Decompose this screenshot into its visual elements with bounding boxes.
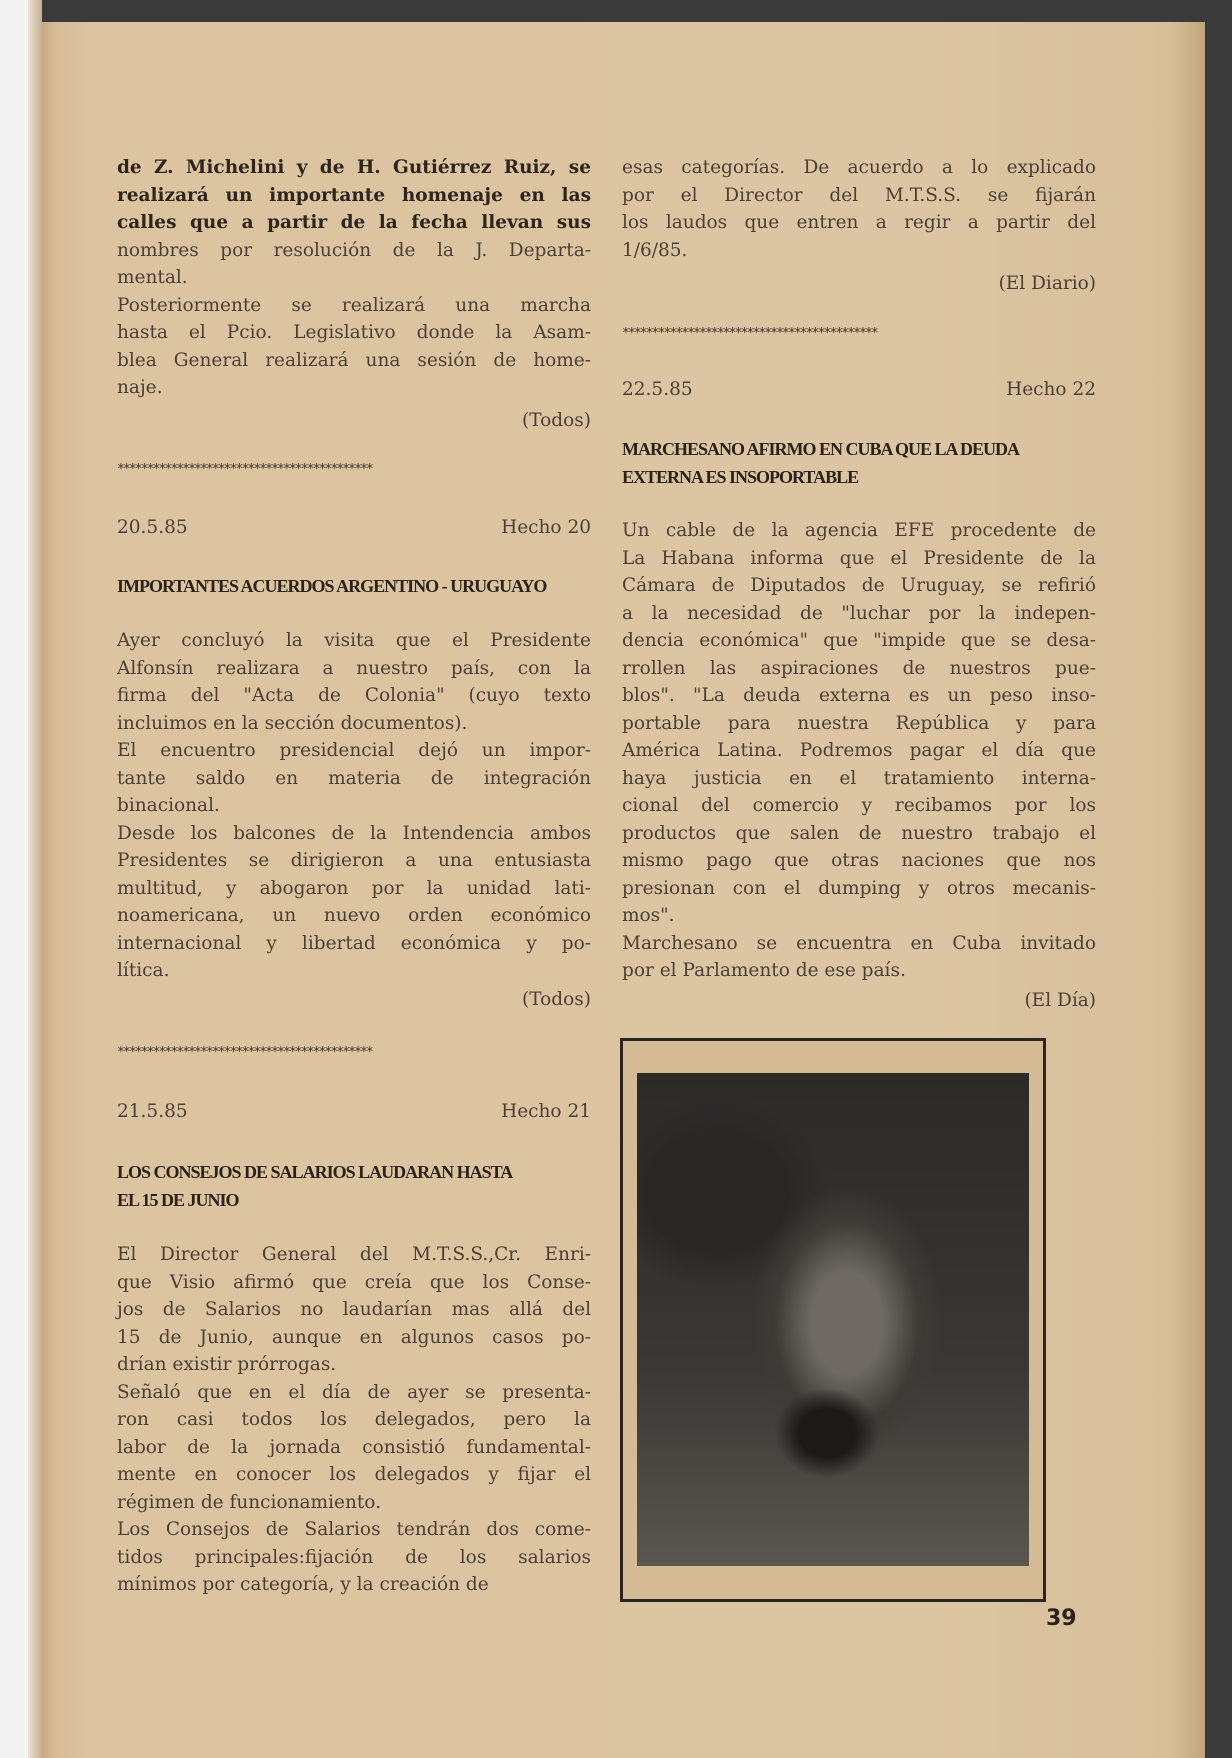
separator: *******************************************	[117, 1045, 372, 1060]
article-21-title	[117, 1158, 591, 1214]
text-line: mente en conocer los delegados y fijar el	[117, 1464, 591, 1485]
article-date: 21.5.85	[117, 1101, 188, 1122]
text-line: haya justicia en el tratamiento interna-	[622, 767, 1096, 789]
text-line: dencia económica" que "impide que se desa-	[622, 630, 1096, 651]
text-line: por el Parlamento de ese país.	[622, 960, 906, 981]
text-line: ron casi todos los delegados, pero la	[117, 1409, 591, 1430]
article-21-body	[117, 1241, 591, 1599]
text-line: multitud, y abogaron por la unidad lati-	[117, 877, 591, 899]
article-20-title	[117, 572, 591, 600]
article-21-header	[117, 1101, 591, 1122]
text-line: Presidentes se dirigieron a una entusiasta	[117, 850, 591, 871]
text-line: Cámara de Diputados de Uruguay, se refirió	[622, 575, 1096, 596]
text-line: calles que a partir de la fecha llevan sus	[117, 212, 591, 233]
text-line: Desde los balcones de la Intendencia ambos	[117, 822, 591, 844]
text-line: lítica.	[117, 960, 170, 981]
text-line: Posteriormente se realizará una marcha	[117, 294, 591, 316]
text-line: jos de Salarios no laudarían mas allá del	[117, 1299, 591, 1320]
text-line: El Director General del M.T.S.S.,Cr. Enri-	[117, 1244, 591, 1265]
title-line: IMPORTANTES ACUERDOS ARGENTINO - URUGUAYO	[117, 576, 547, 596]
text-line: Un cable de la agencia EFE procedente de	[622, 520, 1096, 541]
article-20-source: (Todos)	[522, 989, 591, 1010]
text-line: portable para nuestra República y para	[622, 712, 1096, 734]
article-22-source: (El Día)	[1024, 990, 1096, 1011]
text-line: mínimos por categoría, y la creación de	[117, 1574, 489, 1595]
article-20-header	[117, 517, 591, 538]
text-line: América Latina. Podremos pagar el día que	[622, 740, 1096, 761]
article-22-title	[622, 435, 1096, 491]
separator: *******************************************	[622, 326, 877, 341]
text-line: hasta el Pcio. Legislativo donde la Asam-	[117, 322, 591, 343]
text-line: mental.	[117, 267, 188, 288]
article-date: 20.5.85	[117, 517, 188, 538]
text-line: mismo pago que otras naciones que nos	[622, 850, 1096, 871]
text-line: drían existir prórrogas.	[117, 1354, 337, 1375]
text-line: cional del comercio y recibamos por los	[622, 795, 1096, 816]
title-line: MARCHESANO AFIRMO EN CUBA QUE LA DEUDA	[622, 439, 1020, 459]
text-line: 1/6/85.	[622, 239, 688, 261]
text-line: naje.	[117, 377, 163, 398]
text-line: esas categorías. De acuerdo a lo explicado	[622, 157, 1096, 178]
article-20-body	[117, 627, 591, 985]
text-line: blea General realizará una sesión de home-	[117, 349, 591, 371]
intro-paragraph	[117, 154, 591, 402]
text-line: El encuentro presidencial dejó un impor-	[117, 740, 591, 761]
photo-frame	[620, 1038, 1046, 1602]
text-line: labor de la jornada consistió fundamental-	[117, 1436, 591, 1458]
page-number: 39	[1046, 1606, 1077, 1631]
text-line: Alfonsín realizara a nuestro país, con la	[117, 657, 591, 679]
continuation-source: (El Diario)	[998, 273, 1096, 294]
text-line: Marchesano se encuentra en Cuba invitado	[622, 932, 1096, 954]
text-line: presionan con el dumping y otros mecanis-	[622, 877, 1096, 899]
text-line: La Habana informa que el Presidente de la	[622, 547, 1096, 569]
article-hecho-number: Hecho 20	[501, 517, 591, 538]
article-22-header	[622, 379, 1096, 400]
text-line: los laudos que entren a regir a partir del	[622, 212, 1096, 233]
text-line: tante saldo en materia de integración	[117, 767, 591, 789]
text-line: productos que salen de nuestro trabajo el	[622, 822, 1096, 844]
continuation-paragraph	[622, 154, 1096, 264]
title-line: EXTERNA ES INSOPORTABLE	[622, 467, 859, 487]
separator: *******************************************	[117, 462, 372, 477]
text-line: blos". "La deuda externa es un peso inso-	[622, 685, 1096, 706]
text-line: a la necesidad de "luchar por la indepen-	[622, 602, 1096, 624]
article-22-body	[622, 517, 1096, 985]
text-line: firma del "Acta de Colonia" (cuyo texto	[117, 685, 591, 706]
text-line: rrollen las aspiraciones de nuestros pue-	[622, 657, 1096, 679]
text-line: de Z. Michelini y de H. Gutiérrez Ruiz, se	[117, 157, 591, 178]
text-line: internacional y libertad económica y po-	[117, 932, 591, 954]
text-line: que Visio afirmó que creía que los Conse-	[117, 1271, 591, 1293]
article-hecho-number: Hecho 21	[501, 1101, 591, 1122]
text-line: por el Director del M.T.S.S. se fijarán	[622, 184, 1096, 206]
text-line: 15 de Junio, aunque en algunos casos po-	[117, 1326, 591, 1348]
text-line: tidos principales:fijación de los salarios	[117, 1546, 591, 1568]
article-hecho-number: Hecho 22	[1006, 379, 1096, 400]
text-line: mos".	[622, 905, 675, 926]
text-line: nombres por resolución de la J. Departa-	[117, 239, 591, 261]
text-line: binacional.	[117, 795, 220, 816]
text-line: incluimos en la sección documentos).	[117, 712, 468, 734]
text-line: noamericana, un nuevo orden económico	[117, 905, 591, 926]
text-line: realizará un importante homenaje en las	[117, 184, 591, 206]
title-line: EL 15 DE JUNIO	[117, 1190, 239, 1210]
portrait-photo	[637, 1073, 1029, 1566]
intro-source: (Todos)	[522, 410, 591, 431]
text-line: régimen de funcionamiento.	[117, 1491, 381, 1513]
page-edge	[28, 0, 42, 1758]
text-line: Señaló que en el día de ayer se presenta-	[117, 1381, 591, 1403]
text-line: Ayer concluyó la visita que el Presidente	[117, 630, 591, 651]
article-date: 22.5.85	[622, 379, 693, 400]
title-line: LOS CONSEJOS DE SALARIOS LAUDARAN HASTA	[117, 1162, 513, 1182]
text-line: Los Consejos de Salarios tendrán dos come-	[117, 1519, 591, 1540]
